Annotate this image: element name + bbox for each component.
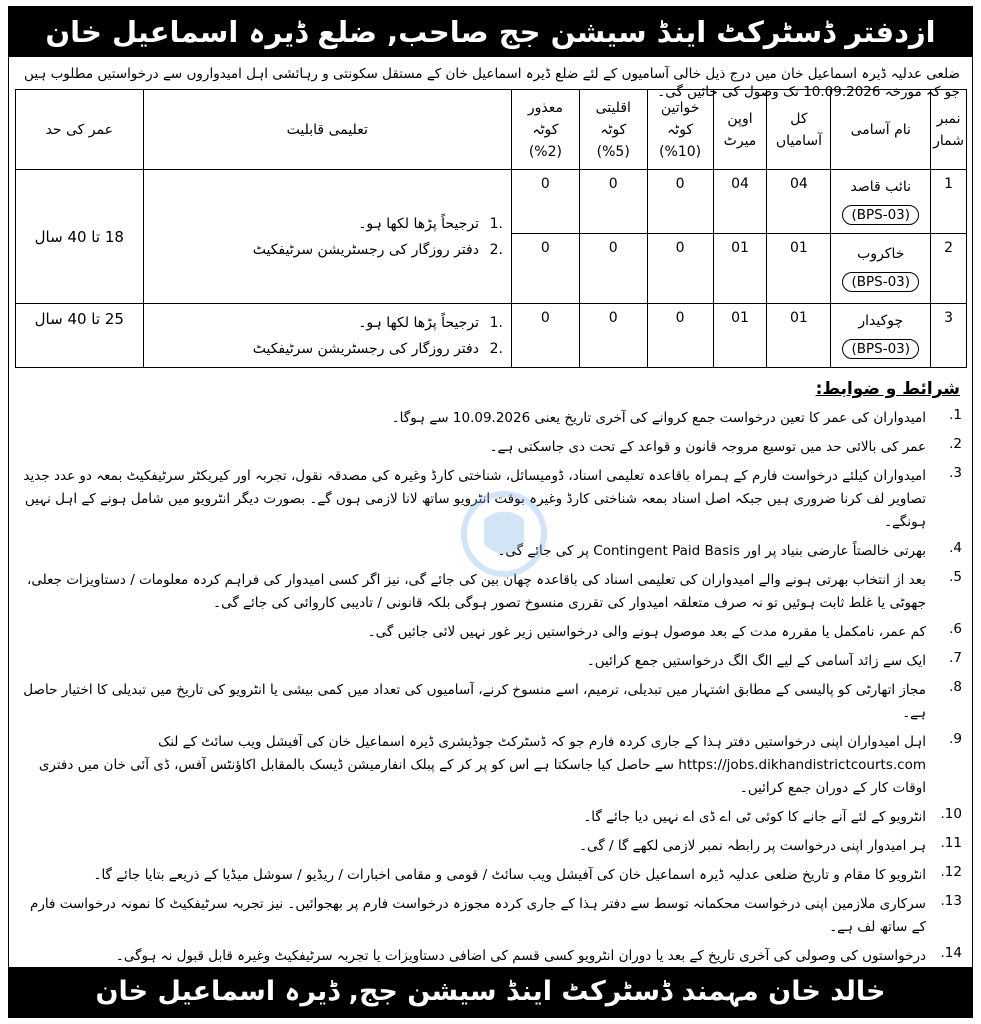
list-item bbox=[14, 407, 966, 430]
qualification-cell-2 bbox=[143, 304, 511, 368]
age-limit-2: 25 تا 40 سال bbox=[16, 304, 144, 368]
condition-number: .6 bbox=[949, 621, 962, 637]
header-age: عمر کی حد bbox=[16, 90, 144, 170]
condition-number: .11 bbox=[940, 835, 962, 851]
condition-text: انٹرویو کے لئے آنے جانے کا کوئی ٹی اے ڈی اے نہیں دیا جائے گا۔ bbox=[583, 809, 926, 825]
condition-number: .8 bbox=[949, 679, 962, 695]
row-open: 04 bbox=[713, 170, 767, 234]
header-women: خواتین کوٹہ (10%) bbox=[647, 90, 713, 170]
condition-text: امیدواران کی عمر کا تعین درخواست جمع کروانے کی آخری تاریخ یعنی 10.09.2026 سے ہوگا۔ bbox=[391, 410, 926, 426]
condition-text: ہر امیدوار اپنی درخواست پر رابطہ نمبر لازمی لکھے گا / گی۔ bbox=[579, 838, 926, 854]
header-qualification: تعلیمی قابلیت bbox=[143, 90, 511, 170]
row-women: 0 bbox=[647, 304, 713, 368]
row-women: 0 bbox=[647, 234, 713, 304]
advertisement-page bbox=[8, 6, 973, 1018]
row-minority: 0 bbox=[579, 304, 647, 368]
list-item: .2دفتر روزگار کی رجسٹریشن سرٹیفکیٹ bbox=[252, 340, 503, 357]
row-open: 01 bbox=[713, 304, 767, 368]
list-item bbox=[14, 893, 966, 939]
row-total: 04 bbox=[767, 170, 831, 234]
condition-text: کم عمر، نامکمل یا مقررہ مدت کے بعد موصول ہونے والی درخواستیں زیر غور نہیں لائی جائیں گی۔ bbox=[367, 624, 926, 640]
condition-text: امیدواران کیلئے درخواست فارم کے ہمراہ باقاعدہ تعلیمی اسناد، ڈومیسائل، شناختی کارڈ وغیرہ کی مصدقہ نقول، تجربہ اور کیریکٹر سرٹیفکیٹ بمعہ دو عدد جدید تصاویر لف کرنا ضروری ہیں جبکہ اصل اسناد بمعہ شناختی کارڈ وغیرہ بوقت انٹرویو ساتھ لانا لازمی ہوں گے۔ بصورت دیگر انٹرویو میں شامل ہونے کے اہل نہیں ہونگے۔ bbox=[23, 468, 926, 530]
header-open: اوپن میرٹ bbox=[713, 90, 767, 170]
qualification-list bbox=[146, 312, 509, 360]
row-minority: 0 bbox=[579, 234, 647, 304]
condition-text: عمر کی بالائی حد میں توسیع مروجہ قانون و قواعد کے تحت دی جاسکتی ہے۔ bbox=[489, 439, 926, 455]
condition-number: .9 bbox=[949, 731, 962, 747]
posts-table bbox=[15, 89, 967, 368]
table-header-row bbox=[16, 90, 967, 170]
qualification-text: دفتر روزگار کی رجسٹریشن سرٹیفکیٹ bbox=[252, 340, 479, 357]
condition-number: .7 bbox=[949, 650, 962, 666]
header-total: کل آسامیاں bbox=[767, 90, 831, 170]
intro-paragraph: ضلعی عدلیہ ڈیرہ اسماعیل خان میں درج ذیل خالی آسامیوں کے لئے ضلع ڈیرہ اسماعیل خان کے مستقل سکونتی و رہائشی اہل امیدواروں سے درخواستیں مطلوب ہیں جو کہ مورخہ 10.09.2026 تک وصول کی جائیں گی۔ bbox=[24, 66, 960, 100]
row-post bbox=[831, 304, 931, 368]
condition-text: سرکاری ملازمین اپنی درخواست محکمانہ توسط سے دفتر ہذا کے جاری کردہ مجوزہ درخواست فارم پر بھجوائیں۔ نیز تجربہ سرٹیفکیٹ کا نمونہ درخواست فارم کے ساتھ لف ہے۔ bbox=[30, 896, 926, 935]
qualification-list bbox=[146, 213, 509, 261]
condition-text: اہل امیدواران اپنی درخواستیں دفتر ہذا کے جاری کردہ فارم جو کہ ڈسٹرکٹ جوڈیشری ڈیرہ اسماعیل خان کی آفیشل ویب سائٹ کے لنک https://jobs.dikhandistrictcourts.com سے حاصل کیا جاسکتا ہے اس کو پر کر کے پبلک انفارمیشن ڈیسک بالمقابل اکاؤنٹس آفس، ڈی آئی خان میں دفتری اوقات کار کے دوران جمع کرائیں۔ bbox=[38, 734, 926, 796]
qualification-text: ترجیحاً پڑھا لکھا ہو۔ bbox=[358, 314, 479, 331]
post-name: چوکیدار bbox=[858, 312, 904, 329]
row-no: 2 bbox=[931, 234, 967, 304]
bps-badge: (BPS-03) bbox=[842, 205, 919, 225]
list-item bbox=[14, 621, 966, 644]
condition-text: بعد از انتخاب بھرتی ہونے والے امیدواران کی تعلیمی اسناد کی باقاعدہ چھان بین کی جائے گی، نیز اگر کسی امیدوار کی فراہم کردہ معلومات / دستاویزات جعلی، جھوٹی یا غلط ثابت ہوئیں تو نہ صرف متعلقہ امیدوار کی تقرری منسوخ تصور ہوگی بلکہ قانونی / تادیبی کاروائی کی جائے گی۔ bbox=[26, 572, 926, 611]
list-item bbox=[14, 806, 966, 829]
condition-number: .12 bbox=[940, 864, 962, 880]
list-item bbox=[14, 945, 966, 968]
list-item: .1ترجیحاً پڑھا لکھا ہو۔ bbox=[358, 314, 503, 331]
bps-badge: (BPS-03) bbox=[842, 272, 919, 292]
footer-signature: خالد خان مہمند ڈسٹرکٹ اینڈ سیشن جج, ڈیرہ اسماعیل خان bbox=[9, 967, 972, 1017]
condition-number: .10 bbox=[940, 806, 962, 822]
condition-number: .3 bbox=[949, 465, 962, 481]
qualification-text: ترجیحاً پڑھا لکھا ہو۔ bbox=[358, 215, 479, 232]
condition-number: .14 bbox=[940, 945, 962, 961]
header-post: نام آسامی bbox=[831, 90, 931, 170]
row-open: 01 bbox=[713, 234, 767, 304]
header-disabled: معذور کوٹہ (2%) bbox=[511, 90, 579, 170]
header-no: نمبر شمار bbox=[931, 90, 967, 170]
condition-number: .13 bbox=[940, 893, 962, 909]
list-item bbox=[14, 436, 966, 459]
list-item bbox=[14, 650, 966, 673]
condition-number: .4 bbox=[949, 540, 962, 556]
list-item: .1ترجیحاً پڑھا لکھا ہو۔ bbox=[358, 215, 503, 232]
table-row bbox=[16, 304, 967, 368]
row-no: 3 bbox=[931, 304, 967, 368]
list-item bbox=[14, 731, 966, 800]
row-total: 01 bbox=[767, 304, 831, 368]
court-logo-icon bbox=[459, 489, 549, 579]
condition-number: .1 bbox=[949, 407, 962, 423]
row-post bbox=[831, 234, 931, 304]
row-disabled: 0 bbox=[511, 304, 579, 368]
qualification-text: دفتر روزگار کی رجسٹریشن سرٹیفکیٹ bbox=[252, 241, 479, 258]
list-item bbox=[14, 835, 966, 858]
age-limit-1: 18 تا 40 سال bbox=[16, 170, 144, 304]
row-post bbox=[831, 170, 931, 234]
row-disabled: 0 bbox=[511, 234, 579, 304]
condition-text: مجاز اتھارٹی کو پالیسی کے مطابق اشتہار میں تبدیلی، ترمیم، اسے منسوخ کرنے، آسامیوں کی تعداد میں کمی بیشی یا انٹرویو کی تاریخ میں تبدیلی کا اختیار حاصل ہے۔ bbox=[23, 682, 926, 721]
list-item: .2دفتر روزگار کی رجسٹریشن سرٹیفکیٹ bbox=[252, 241, 503, 258]
row-disabled: 0 bbox=[511, 170, 579, 234]
post-name: نائب قاصد bbox=[850, 178, 911, 195]
condition-text: بھرتی خالصتاً عارضی بنیاد پر اور Contingent Paid Basis پر کی جائے گی۔ bbox=[497, 543, 926, 559]
header-minority: اقلیتی کوٹہ (5%) bbox=[579, 90, 647, 170]
table-row bbox=[16, 170, 967, 234]
condition-number: .5 bbox=[949, 569, 962, 585]
header-title: ازدفتر ڈسٹرکٹ اینڈ سیشن جج صاحب, ضلع ڈیرہ اسماعیل خان bbox=[9, 7, 972, 57]
list-item bbox=[14, 679, 966, 725]
row-no: 1 bbox=[931, 170, 967, 234]
post-name: خاکروب bbox=[857, 245, 905, 262]
condition-text: انٹرویو کا مقام و تاریخ ضلعی عدلیہ ڈیرہ اسماعیل خان کی آفیشل ویب سائٹ / قومی و مقامی اخبارات / ریڈیو / سوشل میڈیا کے ذریعے بتایا جائے گا۔ bbox=[93, 867, 926, 883]
row-total: 01 bbox=[767, 234, 831, 304]
row-minority: 0 bbox=[579, 170, 647, 234]
list-item bbox=[14, 864, 966, 887]
condition-text: ایک سے زائد آسامی کے لیے الگ الگ درخواستیں جمع کرائیں۔ bbox=[586, 653, 926, 669]
bps-badge: (BPS-03) bbox=[842, 339, 919, 359]
row-women: 0 bbox=[647, 170, 713, 234]
qualification-cell-1 bbox=[143, 170, 511, 304]
conditions-title: شرائط و ضوابط: bbox=[815, 379, 960, 399]
condition-number: .2 bbox=[949, 436, 962, 452]
condition-text: درخواستوں کی وصولی کی آخری تاریخ کے بعد یا دوران انٹرویو کسی قسم کی اضافی دستاویزات یا تجربہ سرٹیفکیٹ وغیرہ قابل قبول نہ ہوگی۔ bbox=[115, 948, 926, 964]
